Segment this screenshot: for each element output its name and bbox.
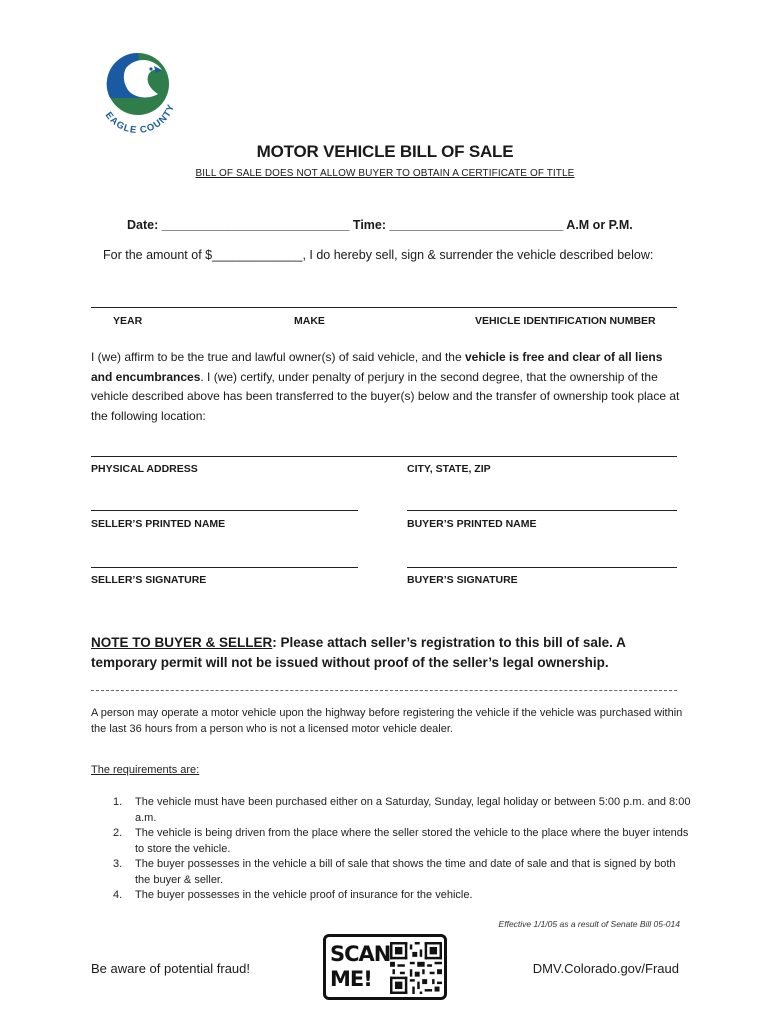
seller-signature-label: SELLER’S SIGNATURE <box>91 574 207 586</box>
date-time-line[interactable]: Date: ___________________________ Time: _________________________ A.M or P.M. <box>127 218 633 232</box>
seller-printed-name-label: SELLER’S PRINTED NAME <box>91 518 226 530</box>
requirements-heading: The requirements are: <box>91 764 200 776</box>
list-item: 1. The vehicle must have been purchased either on a Saturday, Sunday, legal holiday or between 5:00 p.m. and 8:00 a.m. <box>113 796 691 824</box>
year-label: YEAR <box>113 315 143 327</box>
scan-me-badge[interactable] <box>323 934 447 1000</box>
vehicle-info-line[interactable] <box>91 307 677 308</box>
eagle-county-logo <box>96 48 180 144</box>
city-state-zip-label: CITY, STATE, ZIP <box>407 463 491 475</box>
info-paragraph: A person may operate a motor vehicle upon the highway before registering the vehicle if the vehicle was purchased within the last 36 hours from a person who is not a licensed motor vehicle dealer. <box>91 707 683 735</box>
vin-label: VEHICLE IDENTIFICATION NUMBER <box>475 315 656 327</box>
buyer-printed-name-label: BUYER’S PRINTED NAME <box>407 518 537 530</box>
requirements-list <box>91 795 691 904</box>
buyer-signature-label: BUYER’S SIGNATURE <box>407 574 518 586</box>
location-line[interactable] <box>91 456 677 457</box>
effective-note: Effective 1/1/05 as a result of Senate Bill 05-014 <box>498 919 680 929</box>
list-item: 3. The buyer possesses in the vehicle a bill of sale that shows the time and date of sale and that is signed by both the buyer & seller. <box>113 858 676 886</box>
buyer-name-line[interactable] <box>407 510 677 511</box>
seller-name-line[interactable] <box>91 510 358 511</box>
scan-me-text: SCAN ME! <box>330 942 391 991</box>
buyer-signature-line[interactable] <box>407 567 677 568</box>
fraud-warning: Be aware of potential fraud! <box>91 961 250 976</box>
dashed-divider <box>91 690 677 691</box>
page-subtitle: BILL OF SALE DOES NOT ALLOW BUYER TO OBTAIN A CERTIFICATE OF TITLE <box>195 168 575 179</box>
free-and-clear-text: vehicle is free and clear of all liens and encumbrances <box>91 350 663 384</box>
amount-line[interactable]: For the amount of $_____________, I do hereby sell, sign & surrender the vehicle described below: <box>103 248 654 262</box>
list-item: 4. The buyer possesses in the vehicle proof of insurance for the vehicle. <box>113 889 473 901</box>
make-label: MAKE <box>294 315 325 327</box>
qr-code-icon[interactable] <box>390 942 442 994</box>
physical-address-label: PHYSICAL ADDRESS <box>91 463 198 475</box>
note-to-buyer-seller: NOTE TO BUYER & SELLER: Please attach seller’s registration to this bill of sale. A temporary permit will not be issued without proof of the seller’s legal ownership. <box>91 635 626 670</box>
page-title: MOTOR VEHICLE BILL OF SALE <box>256 142 514 161</box>
list-item: 2. The vehicle is being driven from the place where the seller stored the vehicle to the place where the buyer intends to store the vehicle. <box>113 827 689 855</box>
logo-text: EAGLE COUNTY <box>102 102 178 137</box>
affirmation-paragraph: I (we) affirm to be the true and lawful owner(s) of said vehicle, and the vehicle is free and clear of all liens and encumbrances. I (we) certify, under penalty of perjury in the second degree, that the ownership of the vehicle described above has been transferred to the buyer(s) below and the transfer of ownership took place at the following location: <box>91 350 680 423</box>
seller-signature-line[interactable] <box>91 567 358 568</box>
dmv-fraud-link[interactable]: DMV.Colorado.gov/Fraud <box>532 961 679 976</box>
